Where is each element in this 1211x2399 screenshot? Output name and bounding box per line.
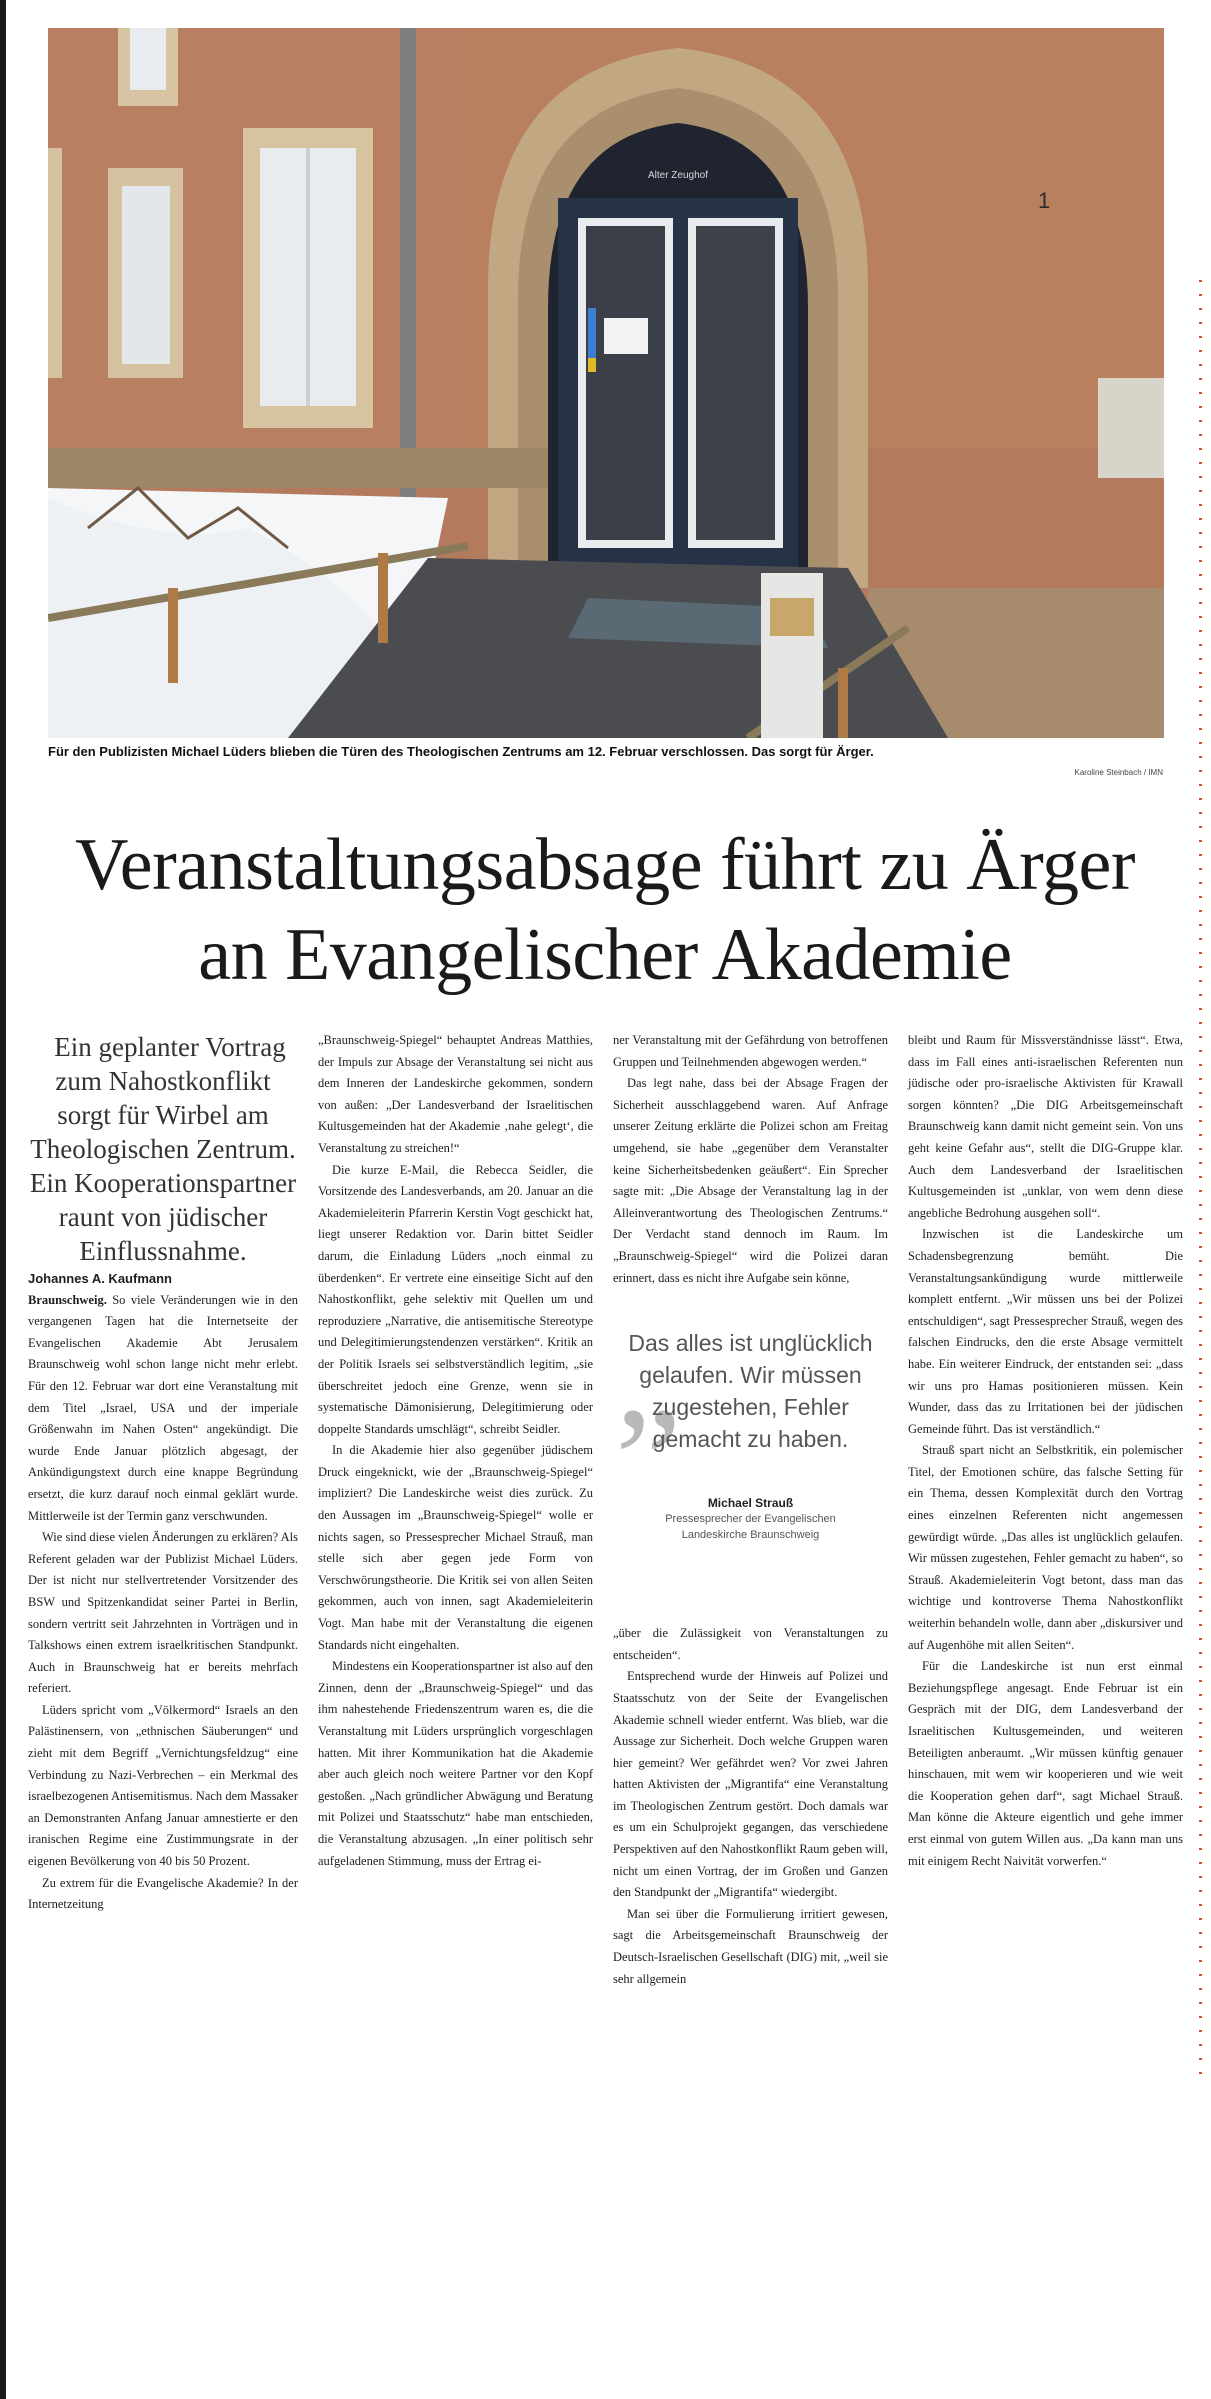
- paragraph: Inzwischen ist die Landeskirche um Schadensbegrenzung bemüht. Die Veranstaltungsankündigung wurde mittlerweile komplett entfernt. „Wir müssen uns bei der Polizei entschuldigen“, sagt Pressesprecher Strauß, wegen des falschen Eindrucks, den die erste Absage vermittelt habe. Ein weiterer Eindruck, der entstanden sei: „dass wir uns pro Hamas positionieren müssen. Kein Wunder, dass das zu Irritationen bei der jüdischen Gemeinde führt. Das ist verständlich.“: [908, 1227, 1183, 1436]
- paragraph: Lüders spricht vom „Völkermord“ Israels an den Palästinensern, von „ethnischen Säuberungen“ und zieht mit dem Begriff „Vernichtungsfeldzug“ eine Verbindung zu Nazi-Verbrechen – ein Merkmal des israelbezogenen Antisemitismus. Nach dem Massaker an Demonstranten Anfang Januar amnestierte er den iranischen Regime eine Zustimmungsrate in der eigenen Bevölkerung von 40 bis 50 Prozent.: [28, 1702, 298, 1869]
- door-sign: Alter Zeughof: [647, 170, 709, 181]
- paragraph: In die Akademie hier also gegenüber jüdischem Druck eingeknickt, wie der „Braunschweig-Spiegel“ impliziert? Die Landeskirche weist dies zurück. Zu den Aussagen im „Braunschweig-Spiegel“ wolle er nichts sagen, so Pressesprecher Michael Strauß, man stelle sich aber gegen jede Form von Verschwörungstheorie. Die Kritik sei von allen Seiten gekommen, auch von innen, sagt Akademieleiterin Vogt. Man habe mit der Veranstaltung die eigenen Standards nicht eingehalten.: [318, 1443, 593, 1652]
- paragraph: Wie sind diese vielen Änderungen zu erklären? Als Referent geladen war der Publizist Michael Lüders. Der ist nicht nur stellvertretender Vorsitzender des BSW und Spitzenkandidat seiner Partei in Berlin, sondern vertritt seit Jahrzehnten in Vorträgen und in Talkshows einen extrem israelkritischen Standpunkt. Auch in Braunschweig hat er bereits mehrfach referiert.: [28, 1530, 299, 1696]
- paragraph-text: So viele Veränderungen wie in den vergangenen Tagen hat die Internetseite der Evangelischen Akademie Abt Jerusalem Braunschweig wohl schon lange nicht mehr erlebt. Für den 12. Februar war dort eine Veranstaltung mit dem Titel „Israel, USA und der imperiale Größenwahn im Nahen Osten“ angekündigt. Die wurde Ende Januar plötzlich abgesagt, der Ankündigungstext durch eine knappe Begründung ersetzt, die kurz darauf noch einmal geklärt wurde. Mittlerweile ist der Termin ganz verschwunden.: [28, 1292, 298, 1523]
- pull-quote: [613, 1293, 888, 1605]
- paragraph: bleibt und Raum für Missverständnisse lässt“. Etwa, dass im Fall eines anti-israelischen Referenten nun jüdische oder pro-israelische Aktivisten für Krawall sorgen könnten? „Die DIG Arbeitsgemeinschaft Braunschweig kann damit nicht gemeint sein. Von uns geht keine Gefahr aus“, stellt die DIG-Gruppe klar. Auch dem Landesverband der Israelitischen Kultusgemeinden ist „unklar, von wem denn diese angebliche Bedrohung ausgehen soll“.: [908, 1033, 1183, 1220]
- house-number: 1: [1038, 188, 1051, 213]
- paragraph: „über die Zulässigkeit von Veranstaltungen zu entscheiden“.: [613, 1626, 888, 1662]
- pull-quote-name: Michael Strauß: [707, 1496, 794, 1511]
- column-4: [908, 1030, 1183, 1872]
- pull-quote-role: Pressesprecher der Evangelischen Landeskirche Braunschweig: [665, 1513, 836, 1542]
- article-photo: [48, 28, 1164, 738]
- teaser: Ein geplanter Vortrag zum Nahostkonflikt sorgt für Wirbel am Theologischen Zentrum. Ein Kooperationspartner raunt von jüdischer Einflussnahme.: [29, 1032, 297, 1266]
- paragraph: Zu extrem für die Evangelische Akademie? In der Internetzeitung: [28, 1875, 298, 1912]
- photo-credit: Karoline Steinbach / IMN: [1074, 768, 1163, 777]
- paragraph: Entsprechend wurde der Hinweis auf Polizei und Staatsschutz von der Seite der Evangelischen Akademie schnell wieder entfernt. Was blieb, war die Aussage zur Sicherheit. Doch welche Gruppen waren hier gemeint? Wer gefährdet wen? Vor zwei Jahren hatten Aktivisten der „Migrantifa“ eine Veranstaltung im Theologischen Zentrum gestört. Doch damals war es um ein Schulprojekt gegangen, das verschiedene Perspektiven auf den Nahostkonflikt Raum geben will, nicht um einen Vortrag, der im Großen und Ganzen den Standpunkt der „Migrantifa“ wiedergibt.: [613, 1669, 888, 1900]
- headline-line-2: an Evangelischer Akademie: [198, 914, 1012, 996]
- paragraph: Strauß spart nicht an Selbstkritik, ein polemischer Titel, der Emotionen schüre, das falsche Setting für ein Thema, dessen Komplexität durch den Vortrag eines einzelnen Referenten nicht angemessen gewürdigt würde. „Das alles ist unglücklich gelaufen. Wir müssen zugestehen, Fehler gemacht zu haben“, so Strauß. Akademieleiterin Vogt betont, dass man das wichtige und kontroverse Thema Nahostkonflikt weiterhin behandeln wolle, dann aber „diskursiver und auf Augenhöhe mit allen Seiten“.: [908, 1443, 1183, 1652]
- photo-caption: Für den Publizisten Michael Lüders blieben die Türen des Theologischen Zentrums am 12. Februar verschlossen. Das sorgt für Ärger.: [48, 744, 874, 759]
- quote-mark-icon: „: [615, 1293, 682, 1460]
- pull-quote-text: Das alles ist unglücklich gelaufen. Wir müssen zugestehen, Fehler gemacht zu haben.: [628, 1330, 873, 1453]
- headline-line-1: Veranstaltungsabsage führt zu Ärger: [75, 824, 1135, 906]
- paragraph: ner Veranstaltung mit der Gefährdung von betroffenen Gruppen und Teilnehmenden abgewogen werden.“: [613, 1033, 888, 1069]
- column-2: [318, 1030, 593, 1872]
- headline: [30, 820, 1180, 1000]
- paragraph: Für die Landeskirche ist nun erst einmal Beziehungspflege angesagt. Ende Februar ist ein Gespräch mit der DIG, dem Landesverband der Israelitischen Kultusgemeinden, und weiteren Beteiligten anberaumt. „Wir müssen künftig genauer hinschauen, mit wem wir kooperieren und wie weit die Kooperation gehen darf“, sagt Michael Strauß. Man könne die Akteure eigentlich und gehe immer erst einmal von gutem Willen aus. „Da kann man uns mit einigem Recht Naivität vorwerfen.“: [908, 1659, 1183, 1868]
- author: Johannes A. Kaufmann: [28, 1271, 172, 1286]
- paragraph: Man sei über die Formulierung irritiert gewesen, sagt die Arbeitsgemeinschaft Braunschweig der Deutsch-Israelischen Gesellschaft (DIG) mit, „weil sie sehr allgemein: [613, 1906, 888, 1986]
- paragraph: Das legt nahe, dass bei der Absage Fragen der Sicherheit ausschlaggebend waren. Auf Anfrage unserer Zeitung erklärte die Polizei schon am Freitag umgehend, sie habe „gegenüber dem Veranstalter keine Sicherheitsbedenken geäußert“. Ein Sprecher sagte mit: „Die Absage der Veranstaltung lag in der Alleinverantwortung des Theologischen Zentrums.“ Der Verdacht stand dennoch im Raum. Im „Braunschweig-Spiegel“ wird die Polizei daran erinnert, dass es nicht ihre Aufgabe sein könne,: [613, 1076, 888, 1285]
- paragraph: „Braunschweig-Spiegel“ behauptet Andreas Matthies, der Impuls zur Absage der Veranstaltung sei nicht aus dem Inneren der Landeskirche gekommen, sondern von außen: „Der Landesverband der Israelitischen Kultusgemeinden hat der Akademie ‚nahe gelegt‘, die Veranstaltung zu streichen!“: [318, 1033, 593, 1155]
- dateline: Braunschweig.: [28, 1292, 107, 1307]
- paragraph: [28, 1290, 298, 1528]
- paragraph: Die kurze E-Mail, die Rebecca Seidler, die Vorsitzende des Landesverbands, am 20. Januar an die Akademieleiterin Pfarrerin Kerstin Vogt geschickt hat, liegt unserer Redaktion vor. Darin bittet Seidler darum, die Einladung Lüders „noch einmal zu überdenken“. Er vertrete eine einseitige Sicht auf den Nahostkonflikt, gehe selektiv mit Quellen um und reproduziere „Narrative, die antisemitische Stereotype und Delegitimierungstendenzen verstärken“. Kritik an der Politik Israels sei selbstverständlich legitim, „sie überschreitet jedoch eine Grenze, wenn sie in systematische Dämonisierung, Delegitimierung oder doppelte Standards umschlägt“, schreibt Seidler.: [318, 1162, 593, 1436]
- column-marker: [1199, 280, 1202, 2080]
- column-3: [613, 1030, 888, 1990]
- paragraph: Mindestens ein Kooperationspartner ist also auf den Zinnen, denn der „Braunschweig-Spiegel“ und das ihm nahestehende Friedenszentrum waren es, die die Veranstaltung mit Lüders ursprünglich vorgeschlagen hatten. Mit ihrer Kommunikation hat die Akademie aber auch gleich noch weitere Partner vor den Kopf gestoßen. „Nach gründlicher Abwägung und Beratung mit Polizei und Staatsschutz“ habe man entschieden, die Veranstaltung abzusagen. „In einer politisch sehr aufgeladenen Stimmung, muss der Ertrag ei-: [318, 1659, 593, 1868]
- column-1: [28, 1030, 298, 1916]
- page-edge-rule: [0, 0, 6, 2399]
